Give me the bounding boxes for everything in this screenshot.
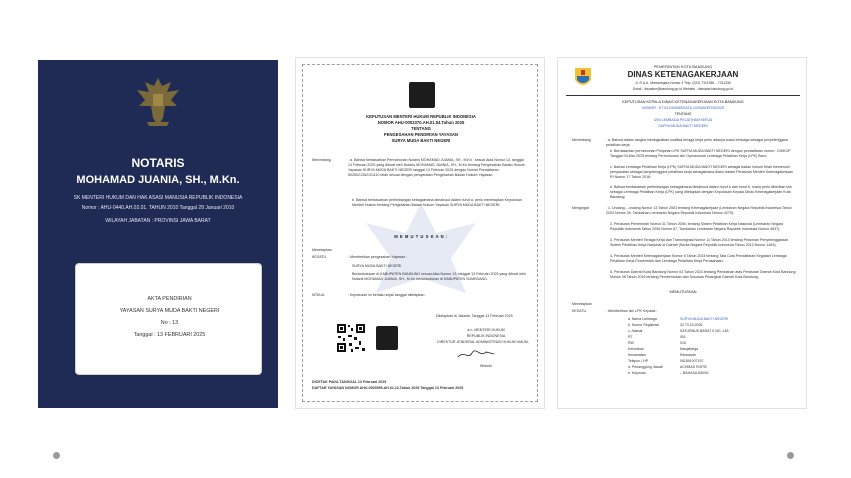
menetapkan-label: Menetapkan <box>312 248 332 252</box>
field-key: Telepon / HP <box>628 359 649 363</box>
decree-heading-2: NOMOR AHU-0002370.AH.01.04.Tahun 2025 <box>377 120 465 125</box>
field-row <box>628 359 703 363</box>
deed-label-card <box>75 263 262 375</box>
deed-date: Tanggal : 13 FEBRUARI 2025 <box>133 332 206 338</box>
mengingat-label: Mengingat <box>572 206 589 210</box>
kesatu-label: KESATU <box>312 255 327 259</box>
pemerintah-line: PEMERINTAH KOTA BANDUNG <box>653 64 713 69</box>
header-rule <box>566 95 800 96</box>
org-name: SURYA MUDA BAKTI NEGERI <box>352 264 402 268</box>
decree-heading-4: PENGESAHAN PENDIRIAN YAYASAN <box>383 132 459 137</box>
kedua-text: : Keputusan ini berlaku sejak tanggal ditetapkan. <box>348 293 426 297</box>
decree-heading-1: KEPUTUSAN MENTERI HUKUM REPUBLIK INDONESIA <box>366 114 476 119</box>
mengingat-5: 5. Peraturan Daerah Kota Bandung Nomor 03 Tahun 2023 tentang Perubahan atas Peraturan Daerah Kota Bandung Nomor 08 Tahun 2016 tentang Pembentukan dan Susunan Perangkat Daerah Kota Bandung; <box>610 270 796 280</box>
menimbang-a: : a. Bahwa berdasarkan Permohonan Notaris MOHAMAD JUANIA, SH., M.Kn , sesuai Akta Nomor 13, tanggal 13 Februari 2025 yang dibuat oleh Notaris MOHAMAD JUANIA, SH., M.Kn tentang Pengesahan Badan Hukum Yayasan SURYA MUDA BAKTI NEGERI tanggal 13 Februari 2025 dengan Nomor Pendaftaran 5025021352101110 telah sesuai dengan persyaratan Pengesahan Badan Hukum Yayasan; <box>348 158 525 177</box>
field-value: – BAHASA ASING <box>680 371 709 375</box>
wilayah-line: WILAYAH JABATAN : PROVINSI JAWA BARAT <box>105 218 211 224</box>
deed-type: AKTA PENDIRIAN <box>147 296 192 302</box>
mengingat-2: 2. Peraturan Pemerintah Nomor 31 Tahun 2006, tentang Sistem Pelatihan Kerja Nasional (Lembaran Negara Republik Indonesia Tahun 2006 Nomor 67, Tambahan Lembaran Negara Republik Indonesia Nomor 4637); <box>610 222 784 232</box>
kep-line-1: KEPUTUSAN KEPALA DINAS KETENAGAKERJAAN KOTA BANDUNG <box>622 100 744 104</box>
field-key: b. Nomor Registrasi <box>628 323 659 327</box>
memutuskan-heading: MEMUTUSKAN <box>669 290 697 294</box>
an-line-3: DIREKTUR JENDERAL ADMINISTRASI HUKUM UMUM, <box>437 340 529 344</box>
menetapkan-label: Menetapkan <box>572 302 592 306</box>
field-key: Kecamatan <box>628 353 646 357</box>
kedua-label: KEDUA <box>312 293 325 297</box>
ministry-seal-icon <box>376 326 398 350</box>
dicetak-line: DICETAK PADA TANGGAL 13 Februari 2025 <box>312 380 387 384</box>
kesatu-text: : Memberikan pengesahan Yayasan : <box>348 255 408 259</box>
field-value: 015 <box>680 341 686 345</box>
garuda-emblem-icon <box>133 74 183 130</box>
notary-title: NOTARIS <box>131 156 185 170</box>
alamat-line: Jl. R.A.A. Martanegara Nomor 4 Telp. (022) 7311358 – 7311330 <box>635 81 731 85</box>
field-row <box>628 365 707 369</box>
kep-line-4: IZIN LEMBAGA PELATIHAN KERJA <box>653 118 713 122</box>
menimbang-a: : a. Bahwa dalam rangka meningkatkan kualitas tenaga kerja perlu adanya suatu lembaga sebagai penyelenggara pelatihan kerja; <box>606 138 788 148</box>
nomor-line: Nomor : AHU-0440.AH.02.01. TAHUN 2010 Tanggal 28 Januari 2010 <box>81 205 235 211</box>
mengingat-4: 4. Peraturan Menteri Ketenagakerjaan Nomor 6 Tahun 2024 tentang Tata Cara Pendaftaran Kegiatan Lembaga Pelatihan Kerja Pemerintah dan Lembaga Pelatihan Kerja Perusahaan; <box>610 254 787 264</box>
mengingat-3: 3. Peraturan Menteri Tenaga Kerja dan Transmigrasi Nomor 11 Tahun 2013 tentang Pedoman Penyelenggaraan Sistem Pelatihan Kerja Nasional di Daerah (Berita Negara Republik Indonesia Tahun 2013 Nomor 1463); <box>610 238 789 248</box>
an-line-2: REPUBLIK INDONESIA <box>466 334 506 338</box>
menimbang-label: Menimbang <box>312 158 331 162</box>
field-row <box>628 317 728 321</box>
field-key: RW <box>628 341 634 345</box>
field-value: SURYA MUDA BAKTI NEGERI <box>680 317 729 321</box>
ministry-decree-document <box>295 57 545 409</box>
lpk-permit-document <box>557 57 807 409</box>
field-value: 32.73.15.2025 <box>680 323 703 327</box>
menimbang-b: b. Berdasarkan permohonan Pimpinan LPK SURYA MUDA BAKTI NEGERI dengan pendaftaran nomor : DISKOP Tanggal 03-Mar-2025 tentang Permohonan Izin Operasional Lembaga Pelatihan Kerja (LPK) Baru; <box>610 149 791 159</box>
daftar-line: DAFTAR YAYASAN NOMOR AHU-0003995.AH.01.12.Tahun 2025 Tanggal 13 Februari 2025 <box>312 386 464 390</box>
field-key: d. Penanggung Jawab <box>628 365 663 369</box>
field-value: SATURNUS BARAT II NO. 14A <box>680 329 729 333</box>
deed-number: No : 13 <box>160 320 179 326</box>
field-key: RT <box>628 335 633 339</box>
kesatu-label: KESATU <box>572 309 587 313</box>
field-key: e. Kejuruan <box>628 371 646 375</box>
field-row <box>628 347 698 351</box>
signer-name: Widodo <box>479 364 493 368</box>
field-key: a. Nama Lembaga <box>628 317 657 321</box>
field-row <box>628 323 702 327</box>
menimbang-d: d. Bahwa berdasarkan pertimbangan sebagaimana dimaksud dalam huruf a dan huruf b, maka perlu diberikan izin sebagai Lembaga Pelatihan Kerja (LPK) yang ditetapkan dengan Keputusan Kepala Dinas Ketenagakerjaan Kota Bandung; <box>610 185 792 200</box>
menimbang-label: Menimbang <box>572 138 591 142</box>
email-line: Email : disnaker@bandung.go.id Website : disnaker.bandung.go.id <box>632 87 734 91</box>
slide-dot-left <box>53 452 60 459</box>
field-value: ACHMAD ROFIE <box>680 365 707 369</box>
dinas-title: DINAS KETENAGAKERJAAN <box>627 70 739 79</box>
field-row <box>628 341 686 345</box>
kep-line-3: TENTANG <box>674 112 692 116</box>
memutuskan-heading: M E M U T U S K A N : <box>394 234 448 239</box>
field-value: Manjahlega <box>680 347 699 351</box>
slide-dot-right <box>787 452 794 459</box>
menimbang-b: b. Bahwa berdasarkan pertimbangan sebagaimana dimaksud dalam huruf a, perlu menetapkan Keputusan Menteri Hukum tentang Pengesahan Badan Hukum Yayasan SURYA MUDA BAKTI NEGERI; <box>352 198 522 207</box>
kep-line-2: NOMOR : KT.03.04/0085/SATU-DISNAKER/II/2025 <box>642 106 724 110</box>
notary-deed-cover <box>38 60 278 408</box>
mengingat-1: : 1. Undang – undang Nomor 13 Tahun 2003 tentang Ketenagakerjaan (Lembaran Negara Republik Indonesia Tahun 2003 Nomor 39, Tambahan Lembaran Negara Republik Indonesia Nomor 4279); <box>606 206 792 216</box>
field-key: c. Alamat <box>628 329 643 333</box>
signature-icon <box>456 348 496 360</box>
kesatu-text: : Memberikan izin LPK Kepada : <box>606 309 658 313</box>
menimbang-c: c. Bahwa Lembaga Pelatihan Kerja (LPK) SURYA MUDA BAKTI NEGERI sebagai badan hukum telah memenuhi persyaratan sebagai penyelenggara pelatihan kerja sebagaimana diatur dalam Peraturan Menteri Ketenagakerjaan RI Nomor 17 Tahun 2016; <box>610 165 794 180</box>
field-value: Rancasari <box>680 353 696 357</box>
an-line-1: a.n. MENTERI HUKUM <box>467 328 505 332</box>
field-row <box>628 335 686 339</box>
field-row <box>628 353 696 357</box>
ditetapkan-line: Ditetapkan di Jakarta, Tanggal 13 Februari 2025. <box>436 314 514 318</box>
field-key: Kelurahan <box>628 347 644 351</box>
field-row <box>628 329 729 333</box>
ministry-logo-icon <box>409 82 435 108</box>
kesatu-detail: Berkedudukan di KABUPATEN BANDUNG sesuai Akta Nomor 13, tanggal 13 Februari 2025 yang dibuat oleh Notaris MOHAMAD JUANIA, SH., M.Kn berkedudukan di KABUPATEN SUMEDANG. <box>352 272 526 281</box>
decree-heading-3: TENTANG <box>411 126 431 131</box>
sk-line: SK MENTERI HUKUM DAN HAK ASASI MANUSIA REPUBLIK INDONESIA <box>73 195 243 201</box>
notary-name: MOHAMAD JUANIA, SH., M.Kn. <box>76 174 240 186</box>
field-row <box>628 371 709 375</box>
field-value: 001 <box>680 335 686 339</box>
kep-line-5: SURYA MUDA BAKTI NEGERI <box>658 124 708 128</box>
decree-heading-5: SURYA MUDA BAKTI NEGERI <box>391 138 451 143</box>
field-value: 081891007197 <box>680 359 704 363</box>
deed-org: YAYASAN SURYA MUDA BAKTI NEGERI <box>119 308 220 314</box>
qr-code-icon <box>336 323 366 353</box>
